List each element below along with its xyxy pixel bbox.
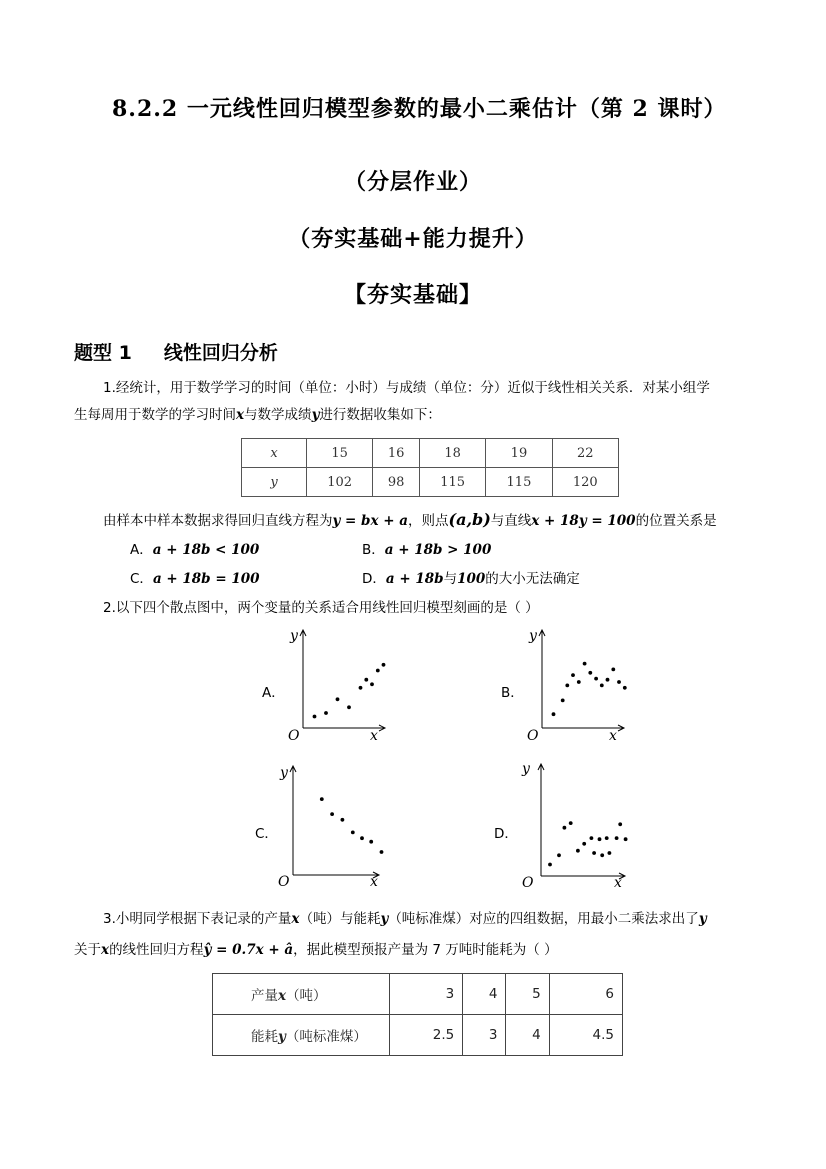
data-point bbox=[347, 705, 351, 709]
table-cell: 102 bbox=[307, 468, 373, 497]
q2-option-a-label[interactable]: A． bbox=[262, 685, 285, 701]
q1-var-y: y bbox=[311, 407, 320, 423]
data-point bbox=[618, 822, 622, 826]
data-point bbox=[565, 684, 569, 688]
q3-line1 bbox=[103, 909, 707, 929]
table-cell: 4.5 bbox=[549, 1015, 622, 1056]
y-axis-label: y bbox=[522, 761, 530, 777]
q3-line2-mid: 的线性回归方程 bbox=[109, 942, 204, 958]
table-cell: 3 bbox=[390, 974, 463, 1015]
table-cell: y bbox=[242, 468, 307, 497]
data-point bbox=[623, 686, 627, 690]
x-axis-label: x bbox=[370, 728, 378, 744]
q3-table-row-output bbox=[213, 974, 623, 1015]
q1-line2-mid: 与数学成绩 bbox=[244, 407, 312, 423]
table-cell: 18 bbox=[419, 439, 485, 468]
data-point bbox=[598, 837, 602, 841]
row-var: y bbox=[278, 1029, 286, 1045]
data-point bbox=[380, 850, 384, 854]
q1-option-c[interactable] bbox=[130, 569, 260, 589]
table-cell: 120 bbox=[552, 468, 618, 497]
data-point bbox=[569, 821, 573, 825]
origin-label: O bbox=[278, 874, 290, 890]
q3-equation: ŷ = 0.7x + â bbox=[203, 942, 294, 958]
table-cell bbox=[213, 974, 390, 1015]
data-point bbox=[336, 697, 340, 701]
origin-label: O bbox=[527, 728, 539, 744]
q1-option-b[interactable] bbox=[362, 540, 491, 560]
data-point bbox=[611, 668, 615, 672]
data-point bbox=[351, 831, 355, 835]
q2-option-b-label[interactable]: B． bbox=[501, 685, 524, 701]
q1-line2-pre: 生每周用于数学的学习时间 bbox=[74, 407, 236, 423]
table-cell: 6 bbox=[549, 974, 622, 1015]
q1-stem-pre: 由样本中样本数据求得回归直线方程为 bbox=[103, 513, 333, 529]
data-point bbox=[600, 684, 604, 688]
option-label: C． bbox=[130, 571, 153, 587]
option-label: D． bbox=[362, 571, 386, 587]
option-number: 100 bbox=[457, 571, 486, 587]
q3-line2-post: ，据此模型预报产量为 7 万吨时能耗为（ ） bbox=[293, 942, 558, 958]
q3-data-table bbox=[212, 973, 623, 1056]
q3-var-x2: x bbox=[101, 942, 110, 958]
section-label: 题型 1 bbox=[74, 342, 132, 364]
q3-var-y: y bbox=[380, 911, 389, 927]
data-point bbox=[324, 711, 328, 715]
row-var: x bbox=[278, 988, 287, 1004]
section-heading bbox=[74, 338, 278, 365]
data-point bbox=[359, 686, 363, 690]
table-cell: 22 bbox=[552, 439, 618, 468]
data-point bbox=[608, 851, 612, 855]
page-title: 8.2.2 一元线性回归模型参数的最小二乘估计（第 2 课时） bbox=[112, 96, 727, 122]
q2-scatter-plot-b[interactable] bbox=[519, 622, 629, 750]
q3-line1-post: （吨标准煤）对应的四组数据，用最小二乘法求出了 bbox=[388, 911, 699, 927]
q2-option-d-label[interactable]: D． bbox=[494, 826, 518, 842]
data-point bbox=[561, 699, 565, 703]
table-cell: 2.5 bbox=[390, 1015, 463, 1056]
q1-stem-mid: ，则点 bbox=[408, 513, 449, 529]
x-axis-label: x bbox=[370, 874, 378, 890]
origin-label: O bbox=[522, 875, 534, 891]
data-point bbox=[330, 812, 334, 816]
q1-point: (a,b) bbox=[448, 510, 491, 529]
q1-table-row-x bbox=[242, 439, 619, 468]
option-math: a + 18b < 100 bbox=[152, 542, 260, 558]
table-cell: 115 bbox=[486, 468, 552, 497]
table-cell: 4 bbox=[463, 974, 506, 1015]
q1-var-x: x bbox=[236, 407, 245, 423]
data-point bbox=[313, 715, 317, 719]
section-name: 线性回归分析 bbox=[163, 342, 278, 364]
data-point bbox=[624, 837, 628, 841]
data-point bbox=[594, 677, 598, 681]
q1-equation: y = bx + a bbox=[332, 513, 409, 529]
data-point bbox=[605, 836, 609, 840]
table-cell: 16 bbox=[373, 439, 420, 468]
option-label: A． bbox=[130, 542, 153, 558]
data-point bbox=[382, 663, 386, 667]
q3-line2-pre: 关于 bbox=[74, 942, 101, 958]
q1-data-table bbox=[241, 438, 619, 497]
data-point bbox=[376, 669, 380, 673]
data-point bbox=[548, 863, 552, 867]
q1-line2 bbox=[74, 405, 441, 425]
row-unit: （吨） bbox=[286, 988, 327, 1004]
subtitle-basics: 【夯实基础】 bbox=[343, 282, 482, 308]
data-point bbox=[588, 671, 592, 675]
option-math: a + 18b = 100 bbox=[152, 571, 260, 587]
row-label: 产量 bbox=[251, 988, 278, 1004]
data-point bbox=[615, 836, 619, 840]
data-point bbox=[590, 836, 594, 840]
q2-scatter-plot-d[interactable] bbox=[513, 760, 635, 896]
q2-scatter-plot-c[interactable] bbox=[274, 760, 386, 896]
q2-option-c-label[interactable]: C． bbox=[255, 826, 278, 842]
q1-stem bbox=[103, 510, 717, 531]
table-cell: 98 bbox=[373, 468, 420, 497]
option-math: a + 18b > 100 bbox=[384, 542, 492, 558]
data-point bbox=[360, 836, 364, 840]
data-point bbox=[606, 678, 610, 682]
q1-line2-post: 进行数据收集如下： bbox=[319, 407, 441, 423]
q2-stem: 2.以下四个散点图中，两个变量的关系适合用线性回归模型刻画的是（ ） bbox=[103, 600, 539, 616]
option-label: B． bbox=[362, 542, 385, 558]
data-point bbox=[576, 849, 580, 853]
table-cell: 3 bbox=[463, 1015, 506, 1056]
data-point bbox=[341, 818, 345, 822]
table-cell: 115 bbox=[419, 468, 485, 497]
data-point bbox=[320, 797, 324, 801]
data-point bbox=[364, 678, 368, 682]
data-point bbox=[592, 851, 596, 855]
table-cell: 5 bbox=[506, 974, 549, 1015]
row-unit: （吨标准煤） bbox=[285, 1029, 367, 1045]
data-point bbox=[583, 662, 587, 666]
option-text: 与 bbox=[443, 571, 458, 587]
q3-var-x: x bbox=[291, 911, 300, 927]
q3-var-y2: y bbox=[698, 911, 707, 927]
option-math: a + 18b bbox=[385, 571, 444, 587]
data-point bbox=[563, 826, 567, 830]
table-cell: 19 bbox=[486, 439, 552, 468]
row-label: 能耗 bbox=[251, 1029, 278, 1045]
y-axis-label: y bbox=[280, 765, 288, 781]
origin-label: O bbox=[288, 728, 300, 744]
x-axis-label: x bbox=[609, 728, 617, 744]
q1-stem-mid2: 与直线 bbox=[490, 513, 532, 529]
data-point bbox=[552, 712, 556, 716]
subtitle-basics-improvement: （夯实基础+能力提升） bbox=[288, 226, 538, 252]
q1-option-a[interactable] bbox=[130, 540, 259, 560]
data-point bbox=[617, 680, 621, 684]
y-axis-label: y bbox=[290, 628, 298, 644]
q1-line-eq: x + 18y = 100 bbox=[531, 513, 636, 529]
option-text: 的大小无法确定 bbox=[485, 571, 580, 587]
q1-line1: 1.经统计，用于数学学习的时间（单位：小时）与成绩（单位：分）近似于线性相关关系．对某小组学 bbox=[103, 380, 710, 396]
data-point bbox=[370, 682, 374, 686]
q1-option-d[interactable] bbox=[362, 569, 580, 589]
data-point bbox=[571, 673, 575, 677]
data-point bbox=[369, 840, 373, 844]
table-cell: 15 bbox=[307, 439, 373, 468]
q3-table-row-energy bbox=[213, 1015, 623, 1056]
table-cell: x bbox=[242, 439, 307, 468]
y-axis-label: y bbox=[529, 628, 537, 644]
q2-scatter-plot-a[interactable] bbox=[280, 622, 390, 750]
subtitle-layered-homework: （分层作业） bbox=[343, 169, 482, 195]
data-point bbox=[582, 842, 586, 846]
table-cell bbox=[213, 1015, 390, 1056]
q3-line2 bbox=[74, 940, 558, 960]
q3-line1-pre: 3.小明同学根据下表记录的产量 bbox=[103, 911, 292, 927]
data-point bbox=[577, 680, 581, 684]
data-point bbox=[557, 853, 561, 857]
table-cell: 4 bbox=[506, 1015, 549, 1056]
x-axis-label: x bbox=[614, 875, 622, 891]
q1-table-row-y bbox=[242, 468, 619, 497]
q3-line1-mid: （吨）与能耗 bbox=[299, 911, 381, 927]
q1-stem-post: 的位置关系是 bbox=[635, 513, 717, 529]
data-point bbox=[600, 853, 604, 857]
